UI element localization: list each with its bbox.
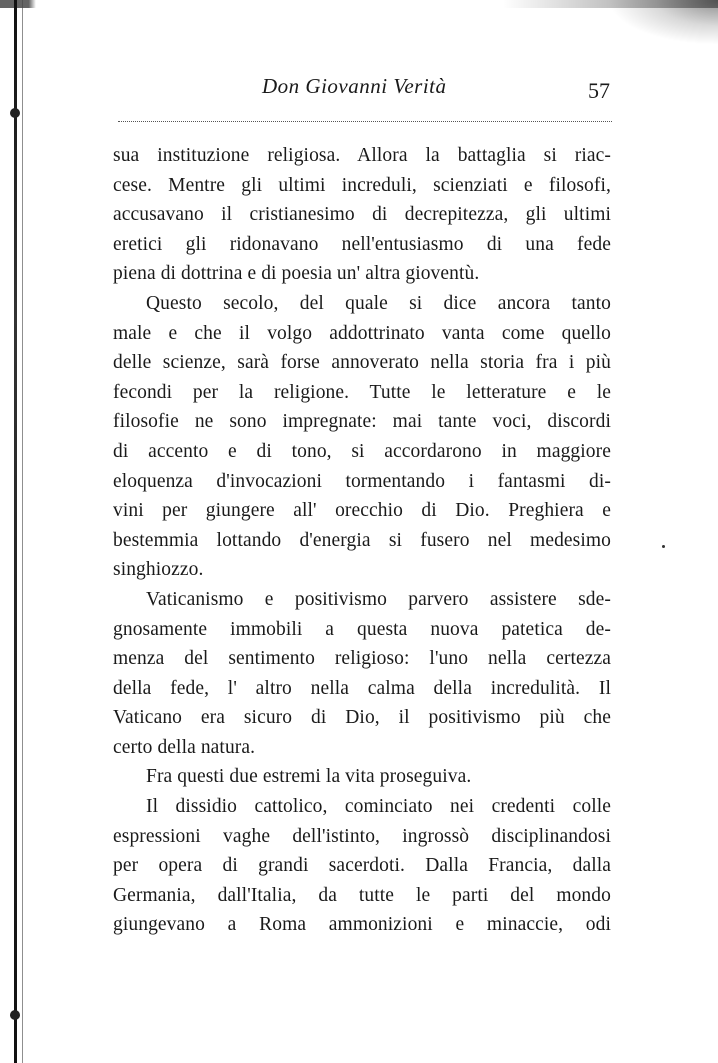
spine-mark-bottom (10, 1010, 20, 1020)
text-line: di accento e di tono, si accordarono in maggiore (113, 440, 611, 462)
text-line: delle scienze, sarà forse annoverato nella storia fra i più (113, 352, 611, 374)
text-line: Vaticanismo e positivismo parvero assistere sde- (146, 588, 611, 610)
book-spine-line (22, 0, 23, 1063)
text-line: Il dissidio cattolico, cominciato nei credenti colle (146, 796, 611, 818)
text-line: certo della natura. (113, 736, 256, 758)
text-line: male e che il volgo addottrinato vanta come quello (113, 322, 611, 344)
text-line: giungevano a Roma ammonizioni e minaccie, odi (113, 914, 611, 936)
text-line: Vaticano era sicuro di Dio, il positivismo più che (113, 707, 611, 729)
spine-mark-top (10, 108, 20, 118)
header-rule (118, 121, 612, 122)
text-line: piena di dottrina e di poesia un' altra gioventù. (113, 263, 480, 285)
text-line: sua instituzione religiosa. Allora la battaglia si riac- (113, 145, 611, 166)
text-line: espressioni vaghe dell'istinto, ingrossò disciplinandosi (113, 825, 611, 847)
text-line: per opera di grandi sacerdoti. Dalla Francia, dalla (113, 855, 611, 877)
text-line: filosofie ne sono impregnate: mai tante voci, discordi (113, 411, 611, 433)
text-line: della fede, l' altro nella calma della incredulità. Il (113, 677, 611, 699)
book-spine-edge (14, 0, 17, 1063)
text-line: eloquenza d'invocazioni tormentando i fantasmi di- (113, 470, 611, 492)
text-line: accusavano il cristianesimo di decrepitezza, gli ultimi (113, 204, 611, 226)
text-line: menza del sentimento religioso: l'uno nella certezza (113, 648, 611, 670)
page-number: 57 (588, 78, 610, 103)
text-line: Germania, dall'Italia, da tutte le parti del mondo (113, 884, 611, 906)
running-title: Don Giovanni Verità (262, 74, 447, 98)
text-line: Questo secolo, del quale si dice ancora tanto (146, 292, 611, 314)
text-line: fecondi per la religione. Tutte le letterature e le (113, 381, 611, 403)
text-line: cese. Mentre gli ultimi increduli, scienziati e filosofi, (113, 174, 611, 196)
text-line: bestemmia lottando d'energia si fusero nel medesimo (113, 529, 611, 551)
text-line: gnosamente immobili a questa nuova patetica de- (113, 618, 611, 640)
text-line: eretici gli ridonavano nell'entusiasmo di una fede (113, 233, 611, 255)
scan-speck (662, 545, 665, 548)
text-line: vini per giungere all' orecchio di Dio. Preghiera e (113, 500, 611, 522)
text-line: Fra questi due estremi la vita proseguiva. (146, 766, 472, 788)
body-text (113, 141, 611, 940)
text-line: singhiozzo. (113, 559, 204, 581)
scan-corner-noise (608, 0, 718, 45)
page-header (0, 74, 718, 106)
